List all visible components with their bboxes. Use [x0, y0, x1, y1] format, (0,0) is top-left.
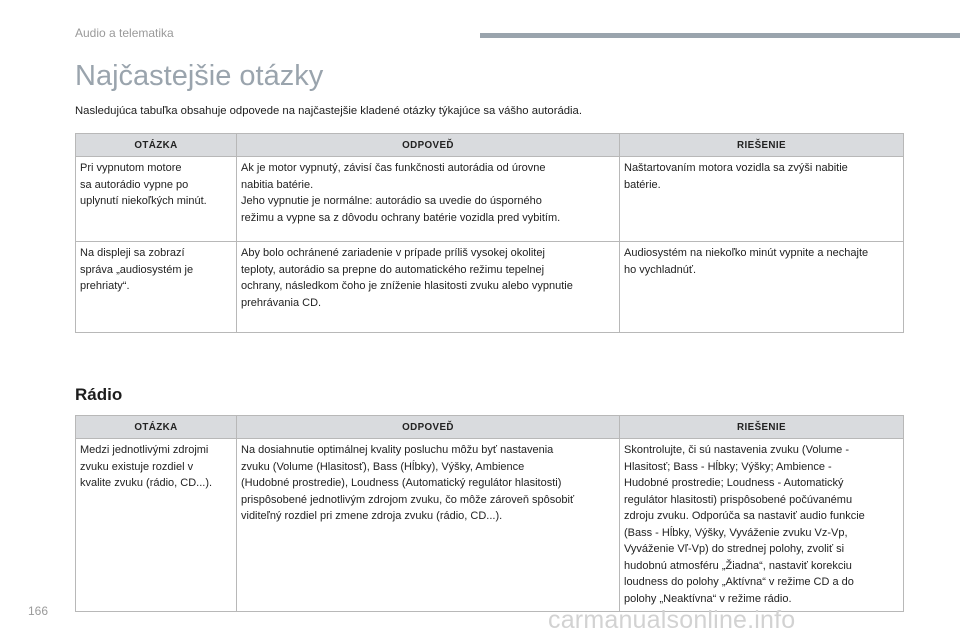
answer-cell: Na dosiahnutie optimálnej kvality posluchu môžu byť nastavenia zvuku (Volume (Hlasitosť), Bass (Hĺbky), Výšky, Ambience (Hudobné prostredie), Loudness (Automatický regulátor hlasitosti) prispôsobené jednotlivým zdrojom zvuku, čo môže zároveň spôsobiť viditeľný rozdiel pri zmene zdroja zvuku (rádio, CD...). [237, 439, 620, 612]
solution-cell: Audiosystém na niekoľko minút vypnite a nechajte ho vychladnúť. [620, 242, 904, 333]
watermark: carmanualsonline.info [548, 606, 796, 634]
table-row [76, 439, 904, 612]
table-row [76, 242, 904, 333]
radio-section-title: Rádio [75, 385, 123, 404]
question-cell: Na displeji sa zobrazí správa „audiosystém je prehriaty“. [76, 242, 237, 333]
table-header-row [76, 134, 904, 157]
faq-table-radio [75, 415, 904, 612]
question-cell: Medzi jednotlivými zdrojmi zvuku existuje rozdiel v kvalite zvuku (rádio, CD...). [76, 439, 237, 612]
faq-table-general [75, 133, 904, 333]
column-header-answer: ODPOVEĎ [237, 134, 620, 157]
answer-cell: Aby bolo ochránené zariadenie v prípade príliš vysokej okolitej teploty, autorádio sa prepne do automatického režimu tepelnej ochrany, následkom čoho je zníženie hlasitosti zvuku alebo vypnutie prehrávania CD. [237, 242, 620, 333]
column-header-answer: ODPOVEĎ [237, 416, 620, 439]
table-row [76, 157, 904, 242]
question-cell: Pri vypnutom motore sa autorádio vypne po uplynutí niekoľkých minút. [76, 157, 237, 242]
column-header-question: OTÁZKA [76, 134, 237, 157]
table-header-row [76, 416, 904, 439]
intro-text: Nasledujúca tabuľka obsahuje odpovede na najčastejšie kladené otázky týkajúce sa vášho autorádia. [75, 105, 582, 117]
solution-cell: Skontrolujte, či sú nastavenia zvuku (Volume - Hlasitosť; Bass - Hĺbky; Výšky; Ambience - Hudobné prostredie; Loudness - Automatický regulátor hlasitosti) prispôsobené počúvanému zdroju zvuku. Odporúča sa nastaviť audio funkcie (Bass - Hĺbky, Výšky, Vyváženie zvuku Vz-Vp, Vyváženie Vľ-Vp) do strednej polohy, zvoliť si hudobnú atmosféru „Žiadna“, nastaviť korekciu loudness do polohy „Aktívna“ v režime CD a do polohy „Neaktívna“ v režime rádio. [620, 439, 904, 612]
answer-cell: Ak je motor vypnutý, závisí čas funkčnosti autorádia od úrovne nabitia batérie. Jeho vypnutie je normálne: autorádio sa uvedie do úsporného režimu a vypne sa z dôvodu ochrany batérie vozidla pred vybitím. [237, 157, 620, 242]
column-header-question: OTÁZKA [76, 416, 237, 439]
header-bar [480, 33, 960, 38]
page-title: Najčastejšie otázky [75, 60, 324, 92]
solution-cell: Naštartovaním motora vozidla sa zvýši nabitie batérie. [620, 157, 904, 242]
column-header-solution: RIEŠENIE [620, 134, 904, 157]
page-number: 166 [28, 604, 49, 618]
column-header-solution: RIEŠENIE [620, 416, 904, 439]
section-label: Audio a telematika [75, 26, 174, 40]
